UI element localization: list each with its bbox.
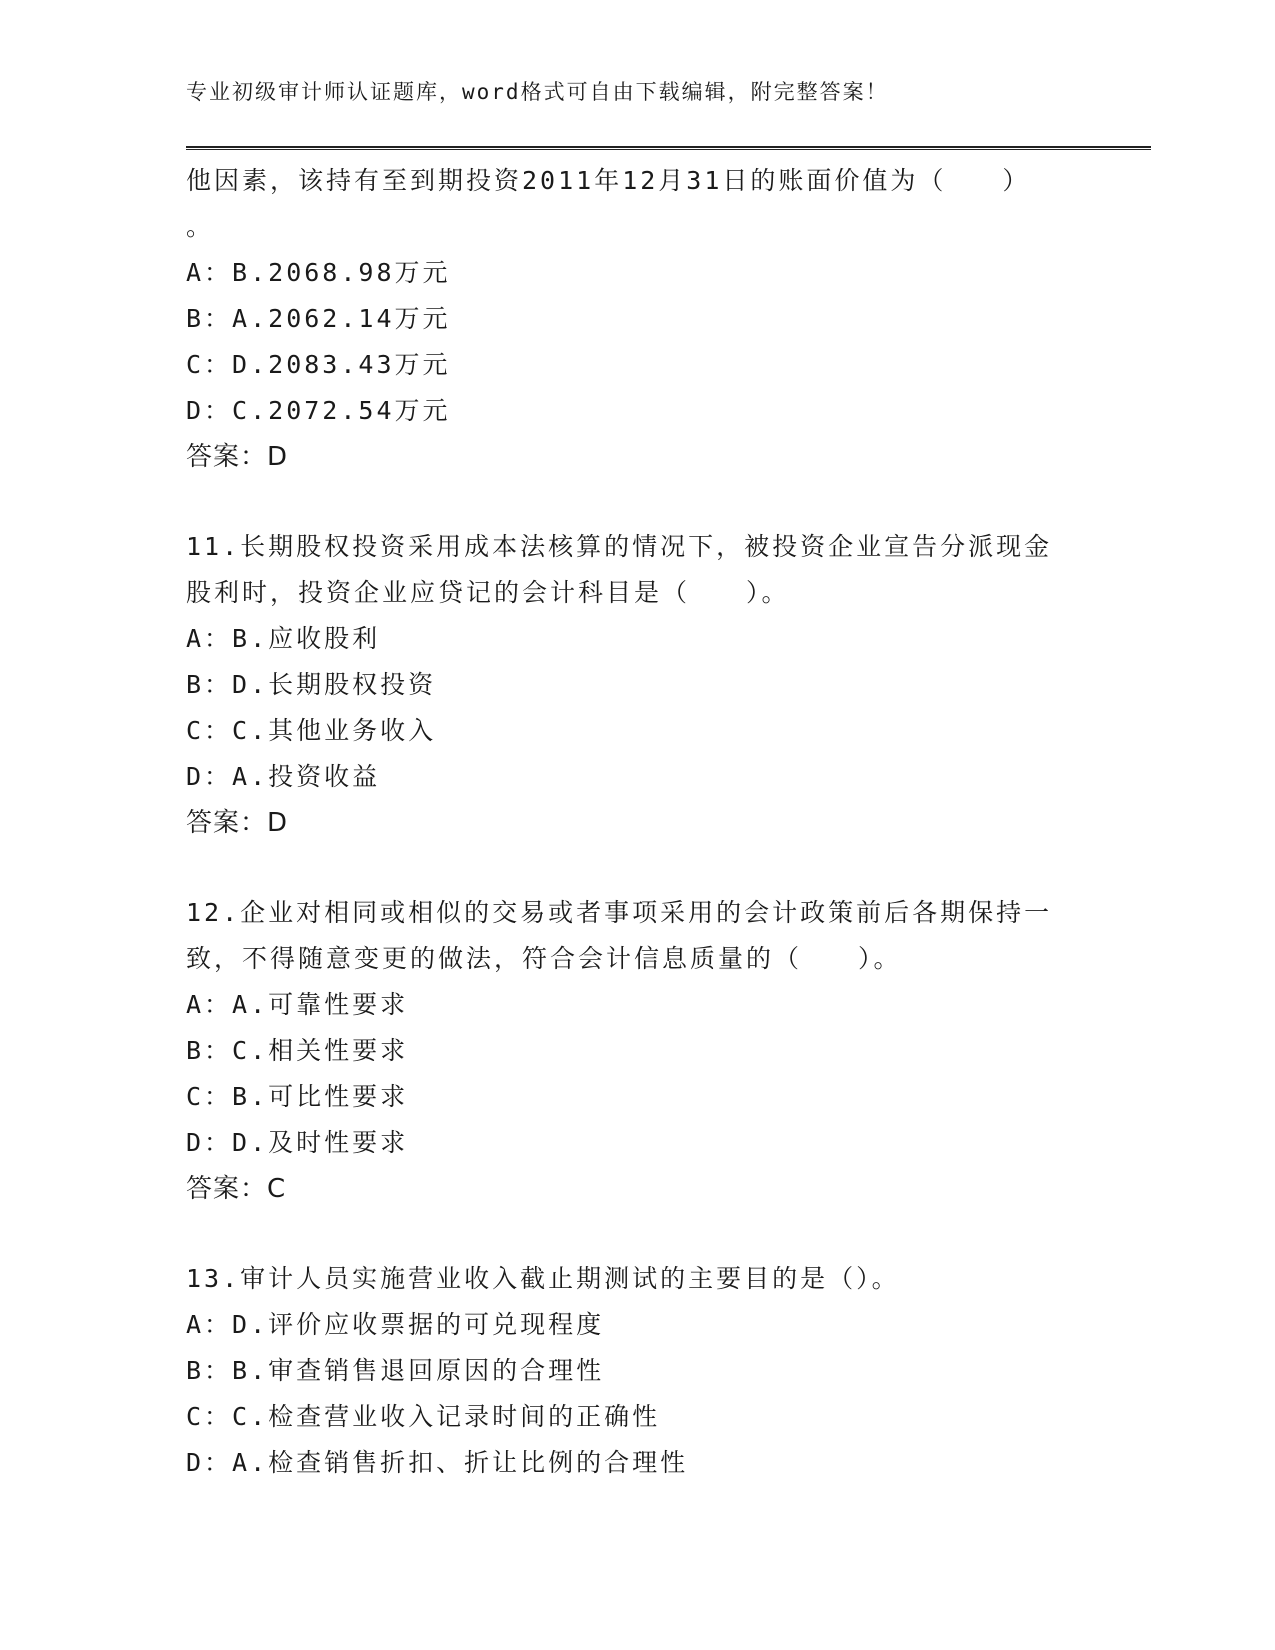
option-c: C：C.其他业务收入 [186,716,437,745]
option-b: B：C.相关性要求 [186,1036,409,1065]
question-stem-line: 12.企业对相同或相似的交易或者事项采用的会计政策前后各期保持一 [186,898,1053,927]
option-d: D：C.2072.54万元 [186,396,451,425]
option-a: A：D.评价应收票据的可兑现程度 [186,1310,605,1339]
question-stem-line: 13.审计人员实施营业收入截止期测试的主要目的是（）。 [186,1264,900,1293]
question-stem-line: 他因素，该持有至到期投资2011年12月31日的账面价值为（ ） [186,166,1031,195]
option-b: B：A.2062.14万元 [186,304,451,333]
option-d: D：A.投资收益 [186,762,381,791]
option-a: A：A.可靠性要求 [186,990,409,1019]
option-b: B：B.审查销售退回原因的合理性 [186,1356,605,1385]
page-header: 专业初级审计师认证题库，word格式可自由下载编辑，附完整答案！ [186,80,889,104]
option-c: C：C.检查营业收入记录时间的正确性 [186,1402,661,1431]
question-12 [186,890,1151,1212]
question-stem-line: 致，不得随意变更的做法，符合会计信息质量的（ ）。 [186,944,902,973]
option-c: C：B.可比性要求 [186,1082,409,1111]
question-stem-line: 。 [186,212,215,241]
option-a: A：B.应收股利 [186,624,381,653]
question-continued [186,158,1151,480]
document-body [186,158,1151,1486]
answer-line: 答案：C [186,1174,287,1204]
option-d: D：A.检查销售折扣、折让比例的合理性 [186,1448,689,1477]
option-d: D：D.及时性要求 [186,1128,409,1157]
header-divider [186,146,1151,150]
option-c: C：D.2083.43万元 [186,350,451,379]
question-stem-line: 股利时，投资企业应贷记的会计科目是（ ）。 [186,578,790,607]
option-b: B：D.长期股权投资 [186,670,437,699]
question-13 [186,1256,1151,1486]
answer-line: 答案：D [186,442,289,472]
question-stem-line: 11.长期股权投资采用成本法核算的情况下，被投资企业宣告分派现金 [186,532,1053,561]
answer-line: 答案：D [186,808,289,838]
option-a: A：B.2068.98万元 [186,258,451,287]
question-11 [186,524,1151,846]
